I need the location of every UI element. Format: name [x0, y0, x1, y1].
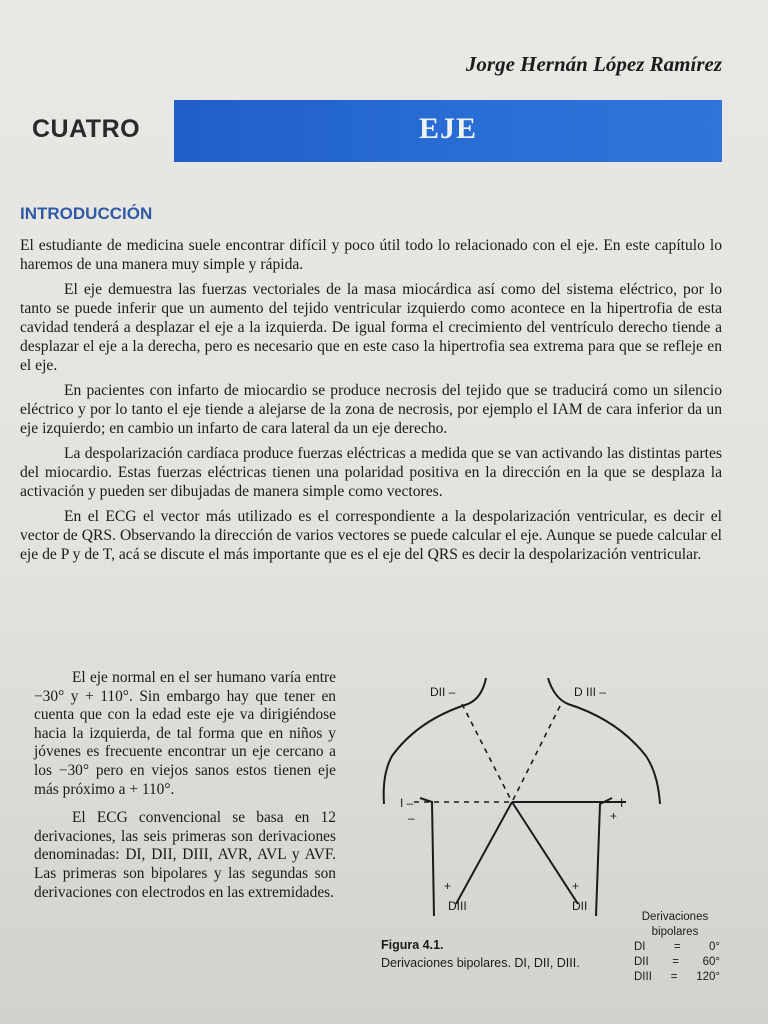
left-arm-outline — [420, 798, 434, 916]
legend-angle: 0° — [709, 941, 720, 953]
paragraph: En pacientes con infarto de miocardio se produce necrosis del tejido que se traducirá como un silencio eléctrico y por lo tanto el eje tiende a alejarse de la zona de necrosis, por ejemplo el IAM de cara inferior da un eje izquierdo; en cambio un infarto de cara lateral da un eje derecho. — [20, 382, 722, 437]
label-minus: – — [408, 811, 415, 825]
legend-angle: 60° — [702, 956, 720, 968]
diii-positive-axis — [456, 802, 512, 904]
paragraph: El ECG convencional se basa en 12 derivaciones, las seis primeras son derivaciones denominadas: DI, DII, DIII, AVR, AVL y AVF. Las primeras son bipolares y las segundas son derivaciones con electrodos en las extremidades. — [34, 809, 336, 901]
section-heading: INTRODUCCIÓN — [20, 204, 153, 223]
legend-title: Derivaciones bipolares — [641, 911, 709, 938]
label-di-positive: I — [620, 796, 624, 810]
chapter-title: EJE — [418, 112, 478, 145]
label-dii-negative: DII – — [430, 685, 456, 699]
legend-lead: DI — [634, 941, 646, 953]
figure-label: Figura 4.1. — [381, 938, 444, 952]
chapter-number: CUATRO — [32, 115, 141, 143]
paragraph: En el ECG el vector más utilizado es el correspondiente a la despolarización ventricular, es decir el vector de QRS. Observando la dirección de varios vectores se puede calcular el eje. Aunque se puede calcular el eje de P y de T, acá se discute el más importante que es el eje del QRS es decir la despolarización ventricular. — [20, 508, 722, 563]
label-plus-diii: + — [444, 879, 452, 893]
author-name: Jorge Hernán López Ramírez — [465, 52, 722, 76]
legend-equals: = — [670, 971, 678, 983]
bipolar-legend — [620, 910, 730, 985]
legend-equals: = — [673, 941, 681, 953]
paragraph: La despolarización cardíaca produce fuerzas eléctricas a medida que se van activando las distintas partes del miocardio. Estas fuerzas eléctricas tienen una polaridad positiva en la dirección en la que se desplaza la activación y pueden ser dibujadas de manera simple como vectores. — [20, 445, 722, 500]
label-plus-dii: + — [572, 879, 580, 893]
figure-caption-text: Derivaciones bipolares. DI, DII, DIII. — [381, 956, 580, 970]
paragraph: El eje normal en el ser humano varía entre −30° y + 110°. Sin embargo hay que tener en cuenta que con la edad este eje va dirigiéndose hacia la izquierda, de tal forma que en niños y jóvenes es frecuente encontrar un eje cercano a los −30° pero en viejos sanos estos tienen eje más próximo a + 110°. — [34, 669, 336, 798]
figure-caption — [381, 937, 581, 971]
legend-row — [620, 955, 730, 970]
chapter-title-band — [174, 100, 722, 162]
legend-lead: DII — [634, 956, 649, 968]
legend-row — [620, 940, 730, 955]
body-text — [20, 236, 722, 570]
dii-negative-dashed — [462, 704, 512, 802]
dii-positive-axis — [512, 802, 578, 904]
label-di-negative: I – — [400, 796, 414, 810]
paragraph: El eje demuestra las fuerzas vectoriales de la masa miocárdica así como del sistema eléctrico, por lo tanto se puede inferir que un aumento del tejido ventricular izquierdo como acontece en la hipertrofia de esta cavidad tenderá a desplazar el eje a la izquierda. De igual forma el crecimiento del ventrículo derecho tiende a desplazar el eje a la derecha, pero es necesario que en este caso la hipertrofia sea extrema para que se refleje en el eje. — [20, 281, 722, 374]
legend-row — [620, 970, 730, 985]
label-diii-positive: DIII — [448, 899, 467, 913]
paragraph: El estudiante de medicina suele encontrar difícil y poco útil todo lo relacionado con el eje. En este capítulo lo haremos de una manera muy simple y rápida. — [20, 237, 722, 273]
label-diii-negative: D III – — [574, 685, 607, 699]
left-column-text — [34, 669, 336, 912]
label-plus-right: + — [610, 809, 618, 823]
bipolar-leads-diagram — [378, 664, 723, 934]
legend-lead: DIII — [634, 971, 652, 983]
legend-angle: 120° — [696, 971, 720, 983]
label-dii-positive: DII — [572, 899, 588, 913]
legend-equals: = — [672, 956, 680, 968]
diii-negative-dashed — [512, 706, 560, 802]
